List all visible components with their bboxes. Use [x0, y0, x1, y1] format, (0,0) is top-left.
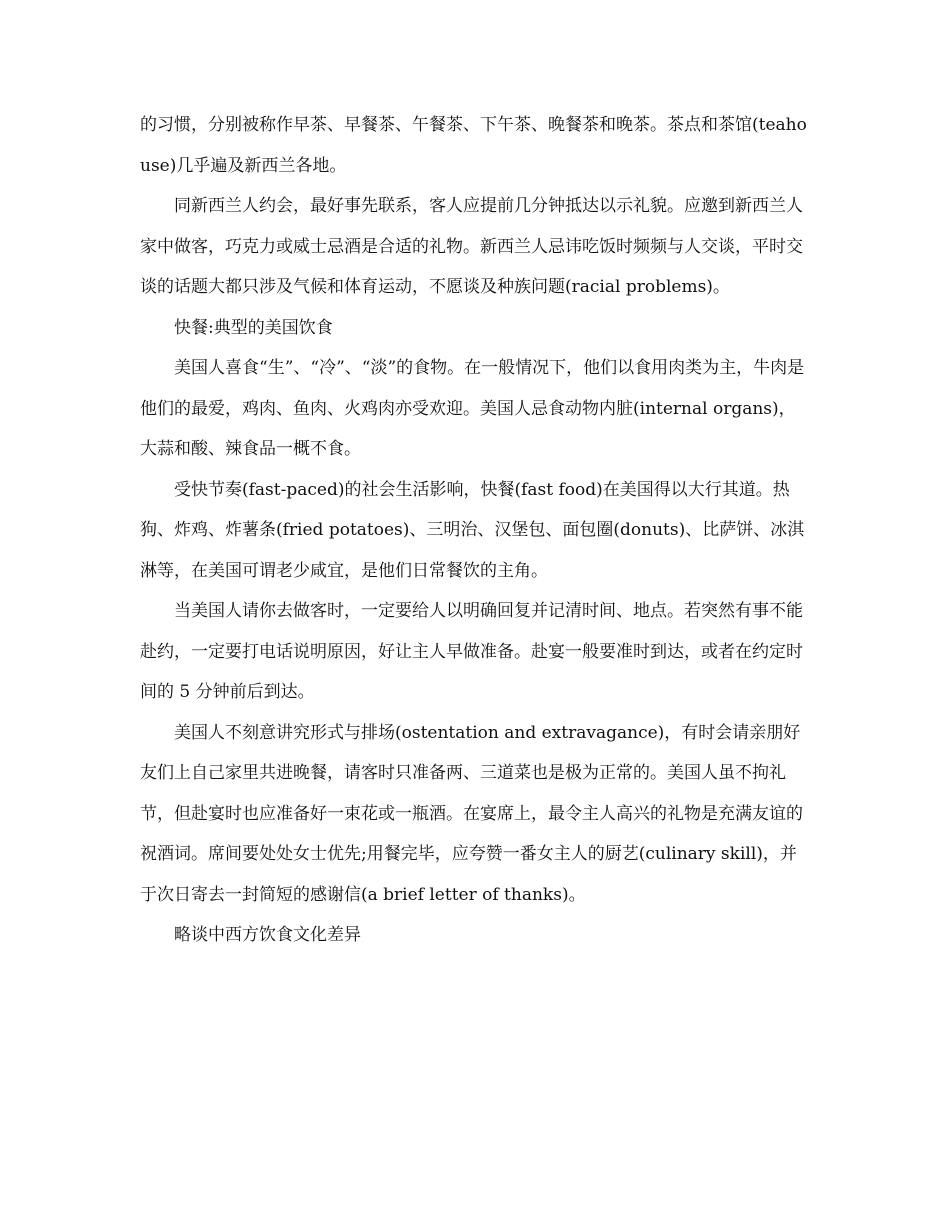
document-body [140, 105, 812, 956]
paragraph-6: 美国人不刻意讲究形式与排场(ostentation and extravagance)，有时会请亲朋好友们上自己家里共进晚餐，请客时只准备两、三道菜也是极为正常的。美国人虽不拘礼节，但赴宴时也应准备好一束花或一瓶酒。在宴席上，最令主人高兴的礼物是充满友谊的祝酒词。席间要处处女士优先;用餐完毕，应夸赞一番女主人的厨艺(culinary skill)，并于次日寄去一封简短的感谢信(a brief letter of thanks)。 [140, 722, 803, 905]
paragraph-3: 美国人喜食“生”、“冷”、“淡”的食物。在一般情况下，他们以食用肉类为主，牛肉是他们的最爱，鸡肉、鱼肉、火鸡肉亦受欢迎。美国人忌食动物内脏(internal organs)，大蒜和酸、辣食品一概不食。 [140, 358, 805, 459]
paragraph-2: 同新西兰人约会，最好事先联系，客人应提前几分钟抵达以示礼貌。应邀到新西兰人家中做客，巧克力或威士忌酒是合适的礼物。新西兰人忌讳吃饭时频频与人交谈，平时交谈的话题大都只涉及气候和体育运动，不愿谈及种族问题(racial problems)。 [140, 196, 803, 297]
paragraph-5: 当美国人请你去做客时，一定要给人以明确回复并记清时间、地点。若突然有事不能赴约，一定要打电话说明原因，好让主人早做准备。赴宴一般要准时到达，或者在约定时间的 5 分钟前后到达。 [140, 601, 803, 702]
paragraph-1: 的习惯，分别被称作早茶、早餐茶、午餐茶、下午茶、晚餐茶和晚茶。茶点和茶馆(teahouse)几乎遍及新西兰各地。 [140, 115, 807, 176]
section-heading-fast-food: 快餐:典型的美国饮食 [174, 317, 333, 338]
section-heading-differences: 略谈中西方饮食文化差异 [174, 925, 361, 945]
paragraph-4: 受快节奏(fast-paced)的社会生活影响，快餐(fast food)在美国得以大行其道。热狗、炸鸡、炸薯条(fried potatoes)、三明治、汉堡包、面包圈(donuts)、比萨饼、冰淇淋等，在美国可谓老少咸宜，是他们日常餐饮的主角。 [140, 479, 805, 581]
